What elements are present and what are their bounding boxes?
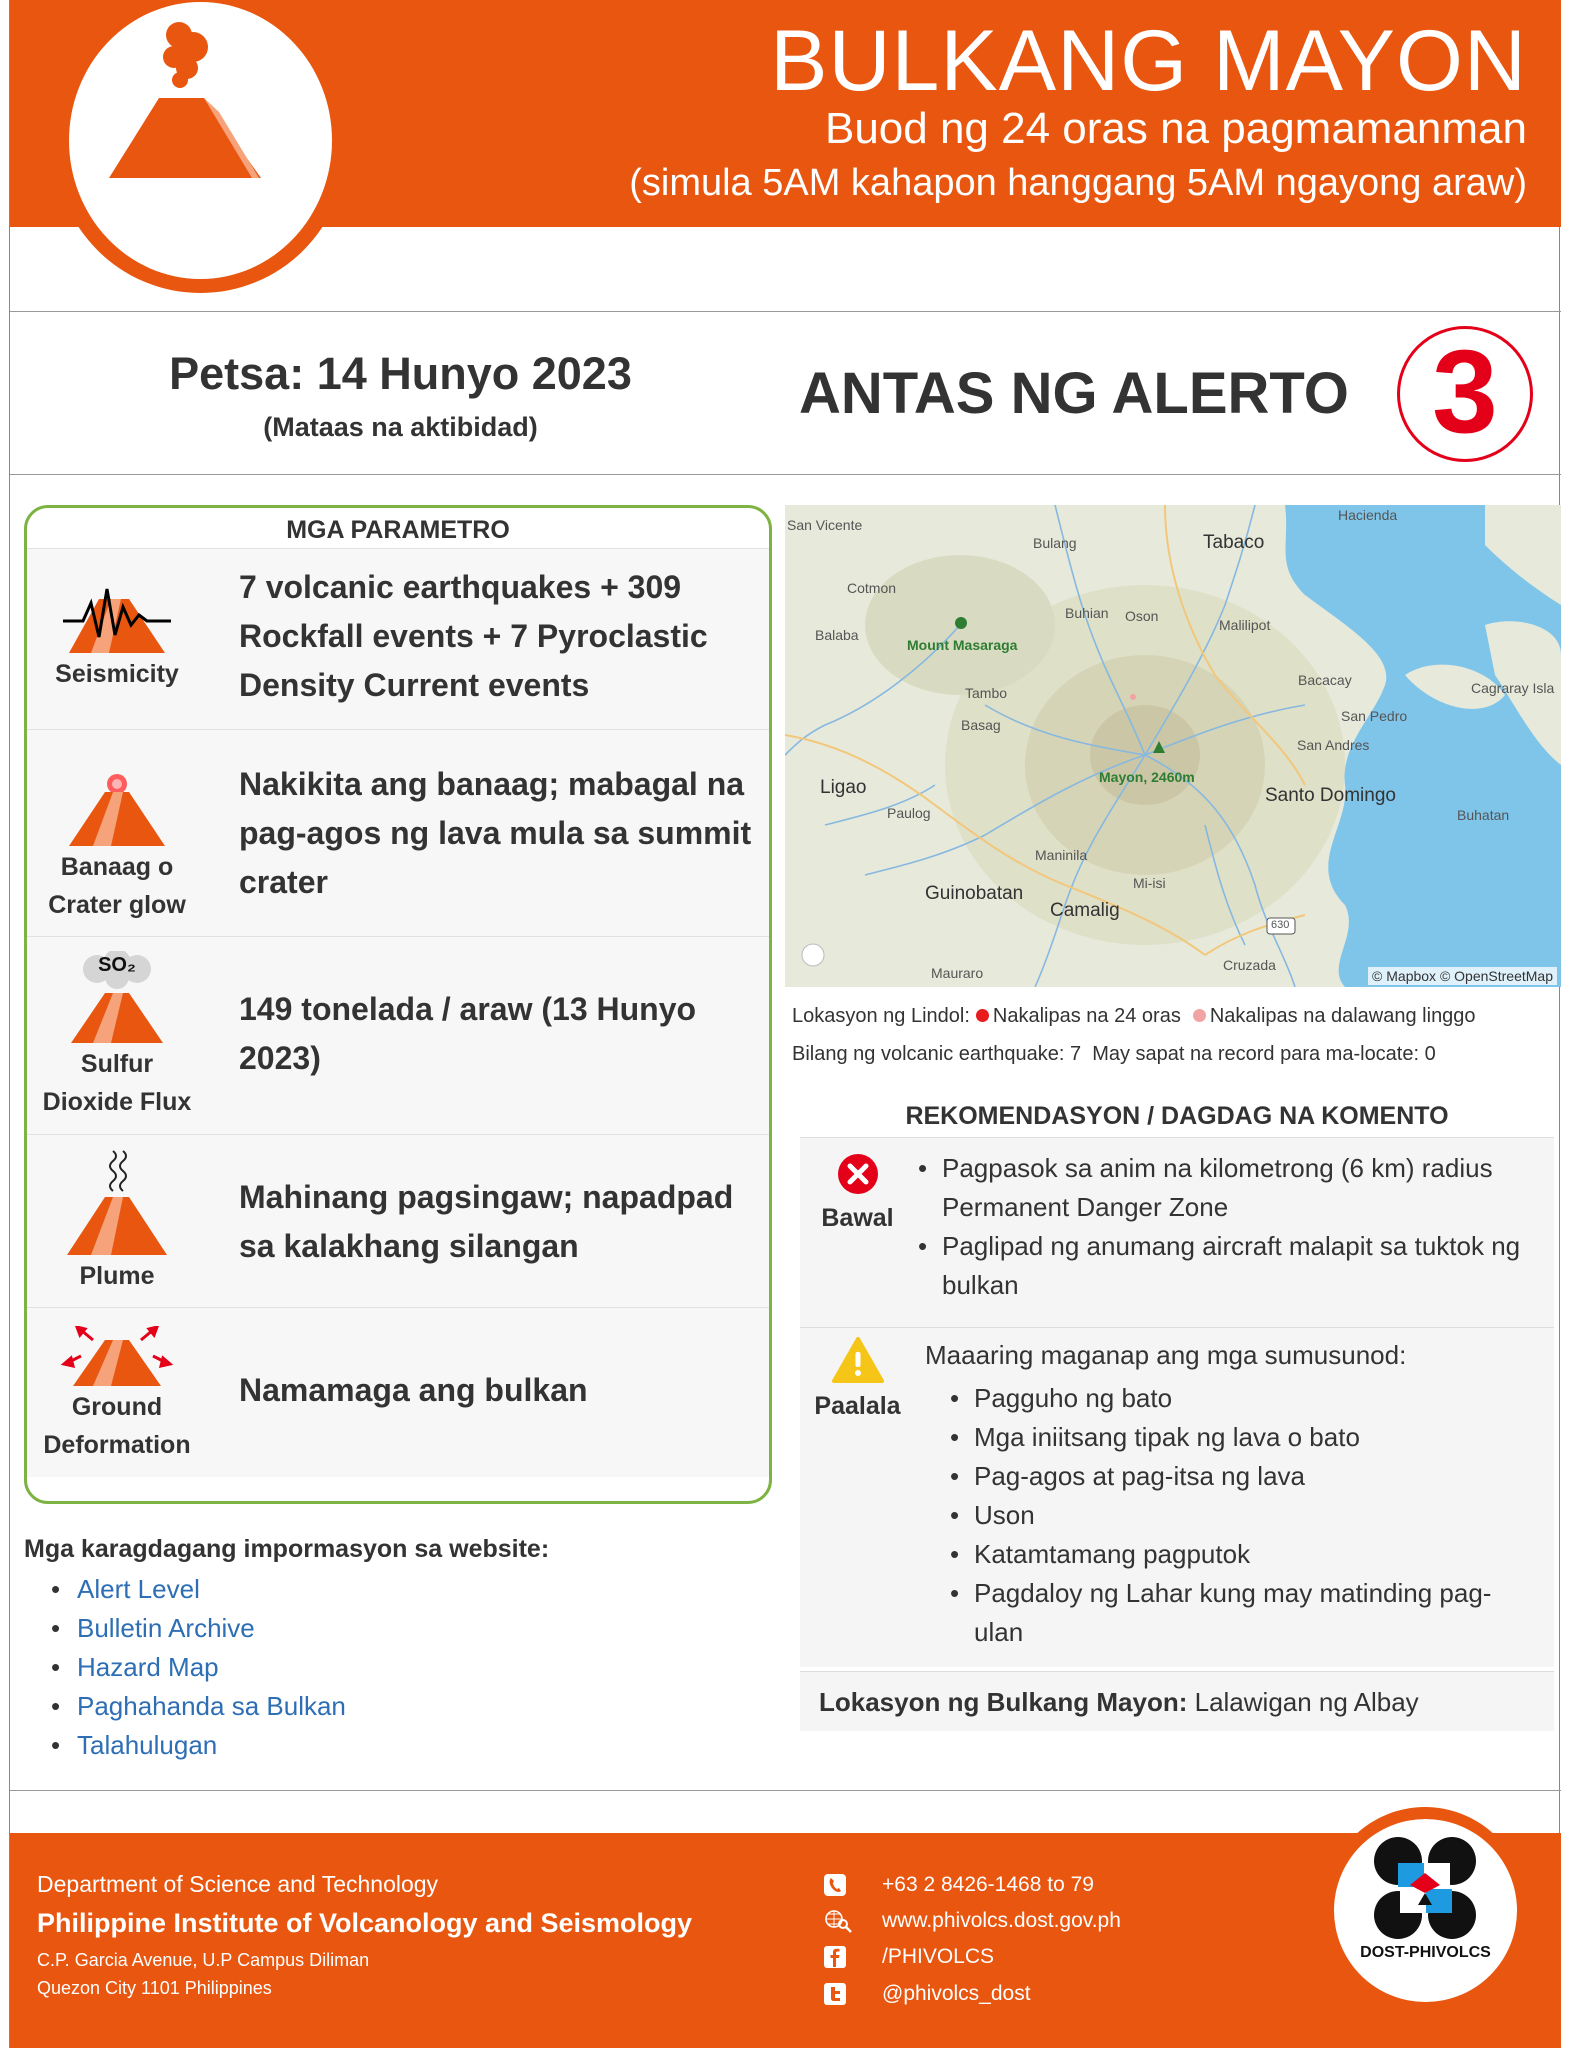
paalala-item: • Pag-agos at pag-itsa ng lava [950,1457,1530,1496]
map-label: Camalig [1050,900,1120,921]
dost-logo-text: DOST-PHIVOLCS [1360,1944,1491,1961]
parameter-icon-cell [27,951,207,1121]
map-road-marker: 630 [1271,919,1290,931]
footer-institute: Philippine Institute of Volcanology and Seismology [37,1908,693,1938]
dost-logo-icon [1370,1833,1480,1943]
map-label: Ligao [820,777,867,798]
page-subtitle-period: (simula 5AM kahapon hanggang 5AM ngayong araw) [629,162,1527,204]
parameter-value: 149 tonelada / araw (13 Hunyo 2023) [239,991,697,1076]
older-quake-dot [1193,1009,1206,1022]
link-alert-level[interactable]: • Alert Level [51,1570,346,1609]
parameter-value: Namamaga ang bulkan [239,1372,588,1408]
link-bulletin-archive[interactable]: • Bulletin Archive [51,1609,346,1648]
map-label: San Pedro [1341,708,1408,724]
paalala-item: • Uson [950,1496,1530,1535]
link-hazard-map[interactable]: • Hazard Map [51,1648,346,1687]
parameter-row-ground-deformation [27,1307,769,1477]
web-search-icon [823,1909,853,1933]
warning-icon [831,1336,885,1384]
parameter-value: 7 volcanic earthquakes + 309 Rockfall events + 7 Pyroclastic Density Current events [239,569,708,703]
parameters-heading: MGA PARAMETRO [286,516,510,544]
twitter-icon [823,1982,847,2006]
paalala-item: • Mga iniitsang tipak ng lava o bato [950,1418,1530,1457]
bawal-section [800,1137,1554,1327]
bawal-item: • Pagpasok sa anim na kilometrong (6 km) radius Permanent Danger Zone [918,1149,1538,1227]
parameter-label: Dioxide Flux [42,1088,192,1116]
bawal-icon-cell [800,1152,915,1233]
bulletin-date: Petsa: 14 Hunyo 2023 [169,348,632,399]
parameter-label: Plume [79,1262,155,1290]
recent-quake-dot [976,1009,989,1022]
divider [10,474,1561,475]
website-url: www.phivolcs.dost.gov.ph [882,1909,1121,1932]
map-label: Paulog [887,805,931,821]
recommendations-heading: REKOMENDASYON / DAGDAG NA KOMENTO [905,1102,1449,1130]
footer-address-line2: Quezon City 1101 Philippines [37,1978,272,1998]
map-label: Mayon, 2460m [1099,769,1195,785]
map-label: San Vicente [787,517,863,533]
facebook-icon [823,1945,847,1969]
map-legend [792,1005,1476,1028]
map-label: Tabaco [1203,532,1265,553]
parameter-icon-cell [27,1147,207,1295]
footer [10,1833,1561,2048]
link-talahulugan[interactable]: • Talahulugan [51,1726,346,1765]
map-label: Buhatan [1457,807,1510,823]
activity-level: (Mataas na aktibidad) [263,412,538,442]
paalala-item: • Katamtamang pagputok [950,1535,1530,1574]
phone-number: +63 2 8426-1468 to 79 [882,1873,1094,1896]
header-banner [10,0,1561,227]
map-label: Cagraray Isla [1471,680,1555,696]
parameter-icon-cell [27,772,207,924]
map-label: Hacienda [1338,507,1398,523]
paalala-section [800,1327,1554,1667]
bulletin-page [9,0,1560,2048]
parameter-label: Ground [71,1393,163,1421]
more-info-links [51,1570,346,1765]
map-label: San Andres [1297,737,1370,753]
twitter-handle: @phivolcs_dost [882,1982,1031,2005]
divider [10,1790,1561,1791]
parameters-panel [24,505,772,1504]
parameter-label: Crater glow [48,891,186,919]
dost-phivolcs-logo [1324,1807,1526,2009]
location-label: Lokasyon ng Bulkang Mayon: [819,1687,1188,1717]
paalala-item: • Pagguho ng bato [950,1379,1530,1418]
footer-address-line1: C.P. Garcia Avenue, U.P Campus Diliman [37,1950,370,1970]
footer-department: Department of Science and Technology [37,1871,439,1897]
map-label: Cotmon [847,580,897,596]
map-label: Basag [961,717,1001,733]
parameter-row-seismicity [27,548,769,729]
map-label: Santo Domingo [1265,785,1396,806]
map-base [785,505,1561,987]
parameter-row-so2 [27,936,769,1134]
so2-icon-label: SO₂ [98,954,136,976]
map-label: Malilipot [1219,617,1271,633]
volcano-logo [55,2,346,293]
parameter-label: Banaag o [60,853,174,881]
bawal-label: Bawal [821,1204,894,1232]
parameter-icon-cell [27,1326,207,1464]
parameter-icon-cell [27,585,207,693]
map-label: Mauraro [931,965,984,981]
map-label: Balaba [815,627,859,643]
map-label: Guinobatan [925,883,1024,904]
map-label: Cruzada [1223,957,1276,973]
located-quake-count: May sapat na record para ma-locate: 0 [1092,1043,1436,1065]
prohibited-icon [836,1152,880,1196]
volcanic-quake-count: Bilang ng volcanic earthquake: 7 [792,1043,1082,1065]
legend-older: Nakalipas na dalawang linggo [1209,1005,1476,1027]
map-label: Buhian [1065,605,1109,621]
parameter-label: Sulfur [80,1050,154,1078]
parameter-value: Nakikita ang banaag; mabagal na pag-agos ng lava mula sa summit crater [239,766,752,900]
earthquake-location-map[interactable] [785,505,1561,987]
plume-icon [61,1147,173,1257]
facebook-handle: /PHIVOLCS [882,1945,995,1968]
alert-level-badge: 3 [1397,326,1533,462]
volcano-icon [69,2,332,279]
ground-deformation-icon [61,1326,173,1388]
so2-icon [61,951,173,1045]
location-value: Lalawigan ng Albay [1194,1687,1419,1717]
legend-recent: Nakalipas na 24 oras [992,1005,1181,1027]
paalala-item: • Pagdaloy ng Lahar kung may matinding pag-ulan [950,1574,1530,1652]
map-label: Tambo [965,685,1008,701]
paalala-list [950,1379,1530,1652]
map-label: Bulang [1033,535,1077,551]
map-attribution[interactable]: © Mapbox © OpenStreetMap [1368,967,1557,985]
map-label: Mount Masaraga [907,637,1018,653]
parameter-value: Mahinang pagsingaw; napadpad sa kalakhang silangan [239,1179,734,1264]
paalala-icon-cell [800,1336,915,1421]
bawal-item: • Paglipad ng anumang aircraft malapit sa tuktok ng bulkan [918,1227,1538,1305]
alert-level-label: ANTAS NG ALERTO [799,361,1349,426]
more-info-heading: Mga karagdagang impormasyon sa website: [24,1535,550,1563]
phone-icon [823,1873,847,1897]
volcano-location [800,1671,1554,1731]
quake-counts [792,1043,1436,1066]
parameter-row-crater-glow [27,729,769,936]
map-label: Maninila [1035,847,1088,863]
page-title: BULKANG MAYON [770,13,1527,109]
map-label: Bacacay [1298,672,1352,688]
seismicity-icon [61,585,173,655]
parameter-row-plume [27,1134,769,1307]
parameter-label: Seismicity [55,660,179,688]
parameter-label: Deformation [43,1431,191,1459]
paalala-intro: Maaaring maganap ang mga sumusunod: [925,1340,1407,1370]
legend-title: Lokasyon ng Lindol: [792,1005,970,1027]
bawal-list [918,1149,1538,1305]
divider [10,311,1561,312]
crater-glow-icon [61,772,173,848]
map-label: Oson [1125,608,1159,624]
map-label: Mi-isi [1133,875,1166,891]
page-subtitle: Buod ng 24 oras na pagmamanman [824,104,1527,153]
link-paghahanda[interactable]: • Paghahanda sa Bulkan [51,1687,346,1726]
paalala-label: Paalala [814,1392,901,1420]
